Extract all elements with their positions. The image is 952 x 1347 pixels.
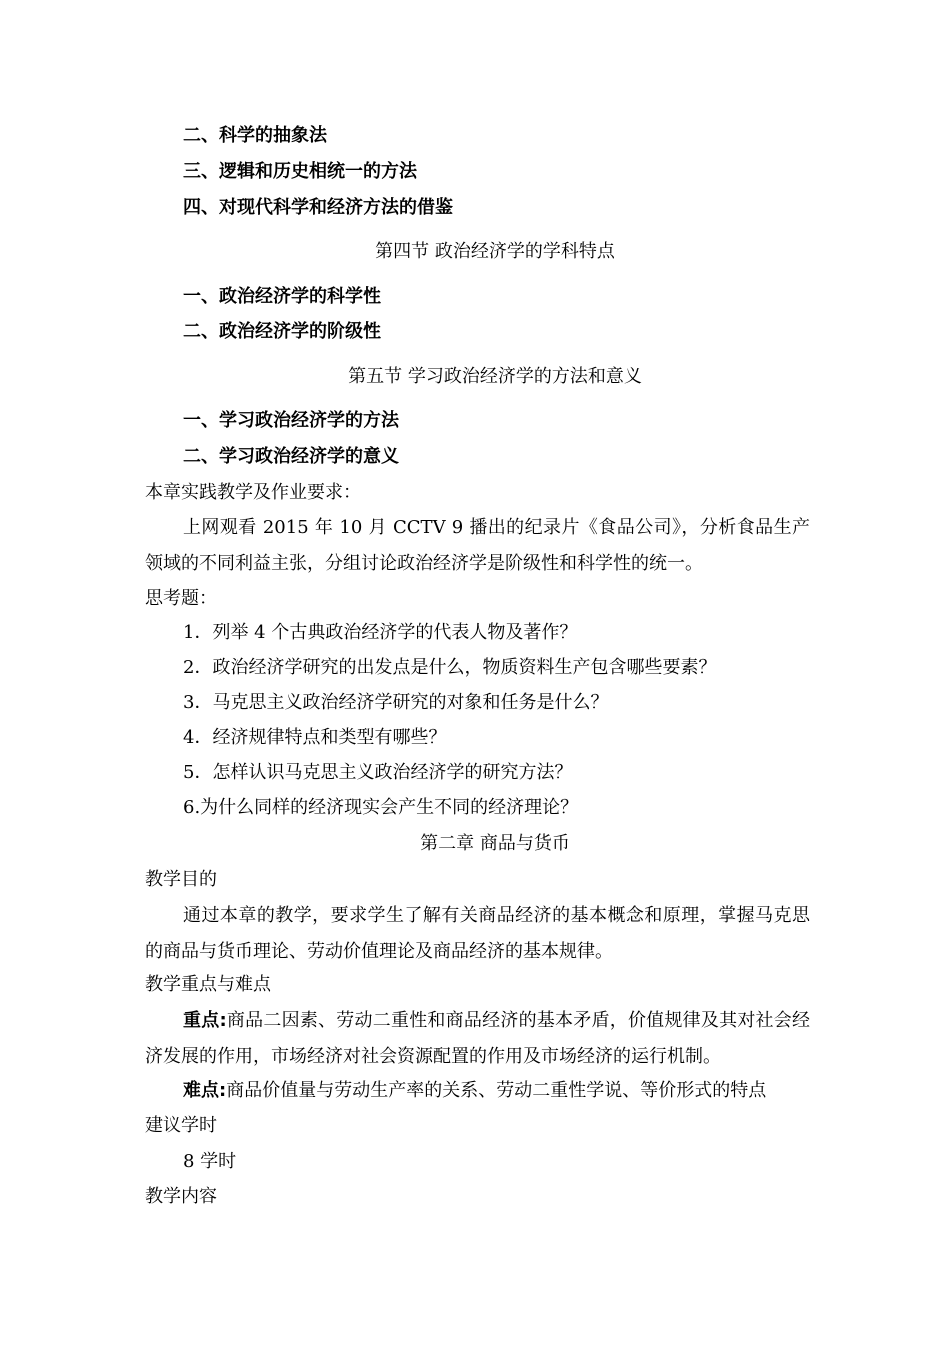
- question-3: 3．马克思主义政治经济学研究的对象和任务是什么？: [183, 692, 609, 713]
- question-6: 6.为什么同样的经济现实会产生不同的经济理论？: [183, 797, 579, 818]
- hours-text: 8 学时: [183, 1151, 237, 1172]
- section-5-title: 第五节 学习政治经济学的方法和意义: [348, 366, 642, 387]
- difficult-points-label: 难点:: [183, 1080, 227, 1101]
- key-points-text: 商品二因素、劳动二重性和商品经济的基本矛盾，价值规律及其对社会经济发展的作用，市场经济对社会资源配置的作用及市场经济的运行机制。: [145, 1010, 811, 1067]
- method-item-4: 四、对现代科学和经济方法的借鉴: [183, 197, 453, 218]
- content-heading: 教学内容: [145, 1186, 217, 1207]
- hours-heading: 建议学时: [145, 1115, 217, 1136]
- section-4-item-1: 一、政治经济学的科学性: [183, 286, 381, 307]
- question-5: 5．怎样认识马克思主义政治经济学的研究方法？: [183, 762, 573, 783]
- practice-text: 上网观看 2015 年 10 月 CCTV 9 播出的纪录片《食品公司》，分析食品生产领域的不同利益主张，分组讨论政治经济学是阶级性和科学性的统一。: [145, 517, 810, 574]
- section-4-item-2: 二、政治经济学的阶级性: [183, 321, 381, 342]
- question-2: 2．政治经济学研究的出发点是什么，物质资料生产包含哪些要素？: [183, 657, 717, 678]
- key-points-label: 重点:: [183, 1010, 227, 1031]
- section-5-item-2: 二、学习政治经济学的意义: [183, 446, 399, 467]
- question-4: 4．经济规律特点和类型有哪些？: [183, 727, 447, 748]
- difficult-points-paragraph: [145, 1073, 810, 1109]
- section-4-title: 第四节 政治经济学的学科特点: [375, 241, 615, 262]
- method-item-3: 三、逻辑和历史相统一的方法: [183, 161, 417, 182]
- method-item-2: 二、科学的抽象法: [183, 125, 327, 146]
- section-5-item-1: 一、学习政治经济学的方法: [183, 410, 399, 431]
- practice-heading: 本章实践教学及作业要求：: [145, 482, 361, 503]
- difficult-points-text: 商品价值量与劳动生产率的关系、劳动二重性学说、等价形式的特点: [226, 1080, 767, 1101]
- question-1: 1．列举 4 个古典政治经济学的代表人物及著作？: [183, 622, 578, 643]
- questions-heading: 思考题：: [145, 588, 217, 609]
- key-points-paragraph: [145, 1003, 810, 1075]
- chapter-2-title: 第二章 商品与货币: [420, 833, 570, 854]
- focus-heading: 教学重点与难点: [145, 974, 271, 995]
- teaching-goal-heading: 教学目的: [145, 869, 217, 890]
- teaching-goal-text: 通过本章的教学，要求学生了解有关商品经济的基本概念和原理，掌握马克思的商品与货币理论、劳动价值理论及商品经济的基本规律。: [145, 905, 810, 962]
